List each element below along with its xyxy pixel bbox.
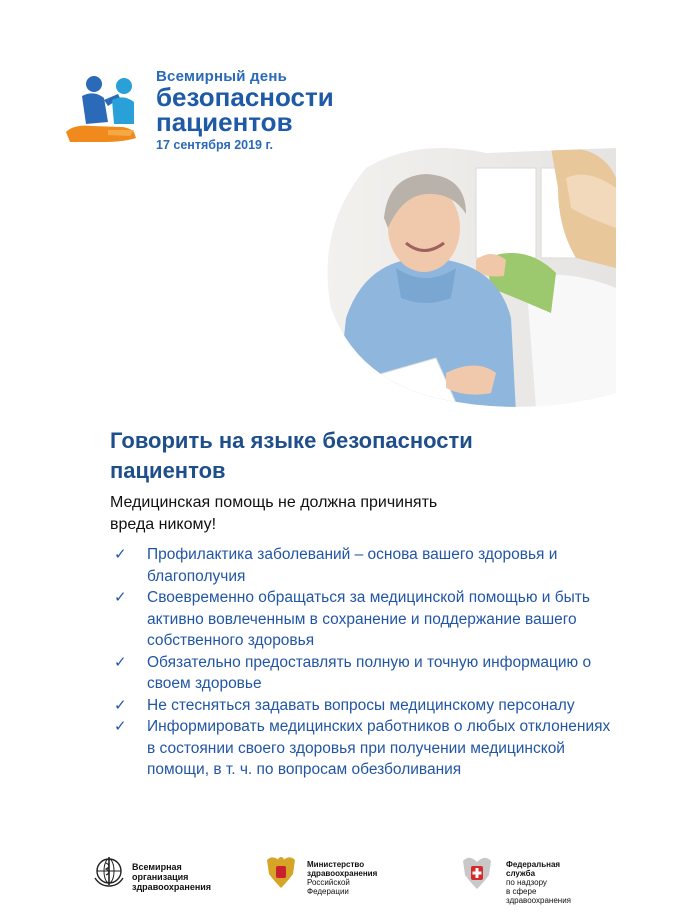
checkmark-icon: ✓: [114, 589, 127, 606]
roszdravnadzor-name-line-3: в сфере здравоохранения: [506, 887, 572, 905]
subheadline-line-2: вреда никому!: [110, 516, 217, 533]
who-emblem-icon: [92, 854, 126, 888]
checkmark-icon: ✓: [114, 718, 127, 735]
logo-line-3: пациентов: [156, 107, 293, 137]
roszdravnadzor-name-line-1: Федеральная служба: [506, 860, 561, 878]
headline-line-2: пациентов: [110, 458, 226, 483]
list-item-text: Профилактика заболеваний – основа вашего здоровья и благополучия: [147, 546, 558, 585]
minzdrav-name-line-1: Министерство: [307, 860, 365, 869]
headline-line-1: Говорить на языке безопасности: [110, 428, 473, 453]
checkmark-icon: ✓: [114, 696, 127, 714]
subheadline: [110, 492, 530, 536]
patient-photo: [326, 148, 616, 413]
advice-checklist: [114, 544, 614, 781]
logo-line-2: безопасности: [156, 82, 334, 112]
roszdravnadzor-name: [506, 860, 571, 905]
headline: [110, 426, 580, 486]
list-item: [114, 587, 614, 652]
patient-safety-logo-icon: [64, 72, 144, 144]
minzdrav-name: [307, 860, 377, 896]
minzdrav-name-line-3: Российской Федерации: [307, 878, 350, 896]
checkmark-icon: ✓: [114, 653, 127, 671]
footer-logos: [0, 850, 685, 905]
list-item: [114, 652, 614, 695]
logo-text: [156, 68, 334, 152]
logo-date: 17 сентября 2019 г.: [156, 138, 273, 152]
list-item-text: Не стесняться задавать вопросы медицинскому персоналу: [147, 696, 575, 714]
minzdrav-name-line-2: здравоохранения: [307, 869, 378, 878]
list-item-text: Своевременно обращаться за медицинской помощью и быть активно вовлеченным в сохранение и поддержание вашего собственного здоровья: [147, 589, 590, 649]
who-name-line-2: здравоохранения: [132, 882, 212, 892]
list-item: [114, 695, 614, 717]
who-name: [132, 862, 211, 892]
list-item-text: Информировать медицинских работников о любых отклонениях в состоянии своего здоровья при получении медицинской помощи, в т. ч. по вопросам обезболивания: [147, 718, 611, 778]
roszdravnadzor-emblem-icon: [458, 851, 496, 893]
logo-line-1: Всемирный день: [156, 68, 288, 85]
russian-eagle-emblem-icon: [263, 852, 299, 892]
subheadline-line-1: Медицинская помощь не должна причинять: [110, 494, 438, 511]
who-name-line-1: Всемирная организация: [132, 862, 189, 882]
roszdravnadzor-name-line-2: по надзору: [506, 878, 547, 887]
list-item: [114, 716, 614, 781]
event-logo: [64, 68, 354, 158]
list-item: [114, 544, 614, 587]
checkmark-icon: ✓: [114, 546, 127, 563]
list-item-text: Обязательно предоставлять полную и точную информацию о своем здоровье: [147, 653, 592, 692]
